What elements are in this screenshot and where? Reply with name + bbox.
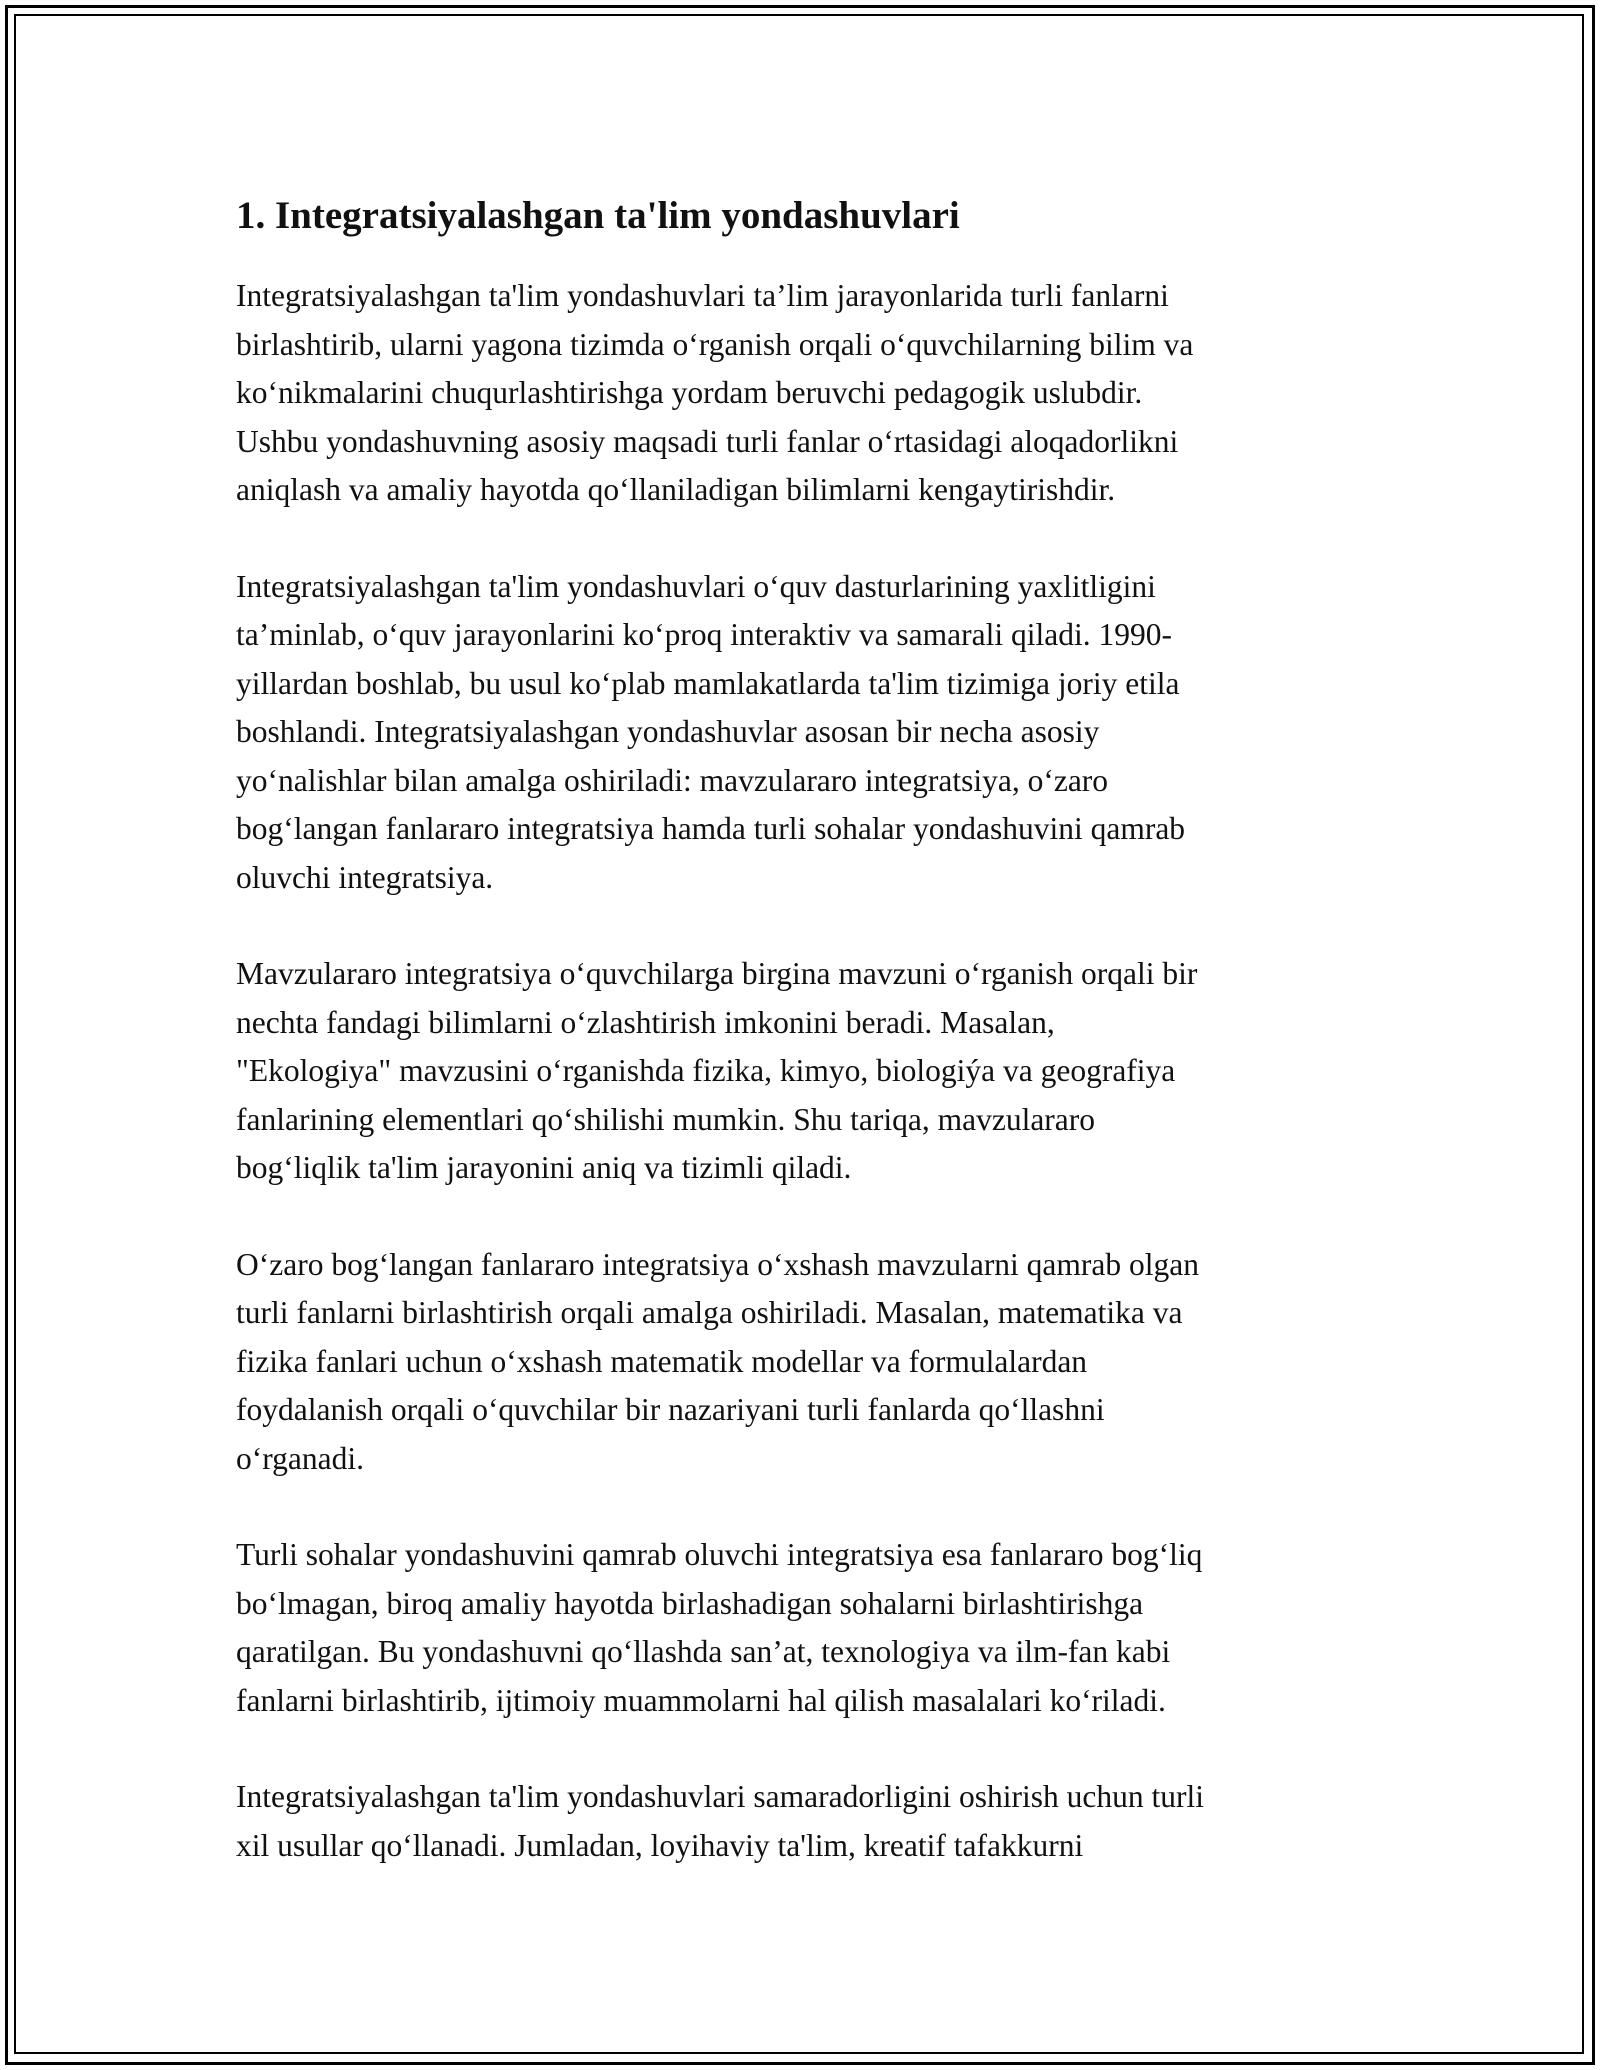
paragraph-line: boshlandi. Integratsiyalashgan yondashuvlar asosan bir necha asosiy bbox=[236, 714, 1100, 749]
paragraph-line: o‘rganadi. bbox=[236, 1440, 364, 1476]
paragraph-line: fanlarni birlashtirib, ijtimoiy muammolarni hal qilish masalalari ko‘riladi. bbox=[236, 1682, 1166, 1718]
section-heading: 1. Integratsiyalashgan ta'lim yondashuvlari bbox=[236, 194, 960, 237]
paragraph-line: fizika fanlari uchun o‘xshash matematik modellar va formulalardan bbox=[236, 1343, 1088, 1379]
paragraph-line: xil usullar qo‘llanadi. Jumladan, loyihaviy ta'lim, kreatif tafakkurni bbox=[236, 1827, 1084, 1863]
paragraph bbox=[236, 1531, 1376, 1725]
paragraph-line: birlashtirib, ularni yagona tizimda o‘rganish orqali o‘quvchilarning bilim va bbox=[236, 326, 1194, 362]
paragraph-line: qaratilgan. Bu yondashuvni qo‘llashda san’at, texnologiya va ilm-fan kabi bbox=[236, 1634, 1171, 1669]
paragraph-line: Turli sohalar yondashuvini qamrab oluvchi integratsiya esa fanlararo bog‘liq bbox=[236, 1537, 1203, 1572]
paragraph-line: bog‘langan fanlararo integratsiya hamda turli sohalar yondashuvini qamrab bbox=[236, 811, 1186, 846]
paragraph-line: Integratsiyalashgan ta'lim yondashuvlari ta’lim jarayonlarida turli fanlarni bbox=[236, 278, 1169, 313]
paragraph bbox=[236, 563, 1376, 903]
paragraph-line: Integratsiyalashgan ta'lim yondashuvlari o‘quv dasturlarining yaxlitligini bbox=[236, 568, 1156, 604]
paragraph-line: aniqlash va amaliy hayotda qo‘llaniladigan bilimlarni kengaytirishdir. bbox=[236, 472, 1116, 507]
paragraph-line: turli fanlarni birlashtirish orqali amalga oshiriladi. Masalan, matematika va bbox=[236, 1295, 1183, 1330]
paragraph-line: Ushbu yondashuvning asosiy maqsadi turli fanlar o‘rtasidagi aloqadorlikni bbox=[236, 423, 1179, 459]
document-body bbox=[236, 190, 1376, 1918]
paragraph-line: fanlarining elementlari qo‘shilishi mumkin. Shu tariqa, mavzulararo bbox=[236, 1101, 1096, 1137]
paragraph bbox=[236, 272, 1376, 515]
paragraph bbox=[236, 1241, 1376, 1484]
paragraph-line: Mavzulararo integratsiya o‘quvchilarga birgina mavzuni o‘rganish orqali bir bbox=[236, 956, 1198, 991]
paragraph-line: ta’minlab, o‘quv jarayonlarini ko‘proq interaktiv va samarali qiladi. 1990- bbox=[236, 617, 1172, 652]
paragraph-line: bog‘liqlik ta'lim jarayonini aniq va tizimli qiladi. bbox=[236, 1150, 852, 1185]
paragraph bbox=[236, 1773, 1376, 1870]
paragraph-line: foydalanish orqali o‘quvchilar bir nazariyani turli fanlarda qo‘llashni bbox=[236, 1392, 1105, 1427]
paragraph-line: O‘zaro bog‘langan fanlararo integratsiya o‘xshash mavzularni qamrab olgan bbox=[236, 1246, 1199, 1282]
paragraphs-container bbox=[236, 272, 1376, 1870]
paragraph-line: yo‘nalishlar bilan amalga oshiriladi: mavzulararo integratsiya, o‘zaro bbox=[236, 762, 1109, 798]
paragraph-line: oluvchi integratsiya. bbox=[236, 859, 494, 895]
paragraph bbox=[236, 950, 1376, 1193]
paragraph-line: Integratsiyalashgan ta'lim yondashuvlari samaradorligini oshirish uchun turli bbox=[236, 1779, 1204, 1814]
paragraph-line: nechta fandagi bilimlarni o‘zlashtirish imkonini beradi. Masalan, bbox=[236, 1004, 1055, 1040]
paragraph-line: ko‘nikmalarini chuqurlashtirishga yordam beruvchi pedagogik uslubdir. bbox=[236, 375, 1143, 410]
paragraph-line: bo‘lmagan, biroq amaliy hayotda birlashadigan sohalarni birlashtirishga bbox=[236, 1585, 1144, 1621]
paragraph-line: "Ekologiya" mavzusini o‘rganishda fizika, kimyo, biologiýa va geografiya bbox=[236, 1053, 1176, 1088]
paragraph-line: yillardan boshlab, bu usul ko‘plab mamlakatlarda ta'lim tizimiga joriy etila bbox=[236, 665, 1180, 701]
